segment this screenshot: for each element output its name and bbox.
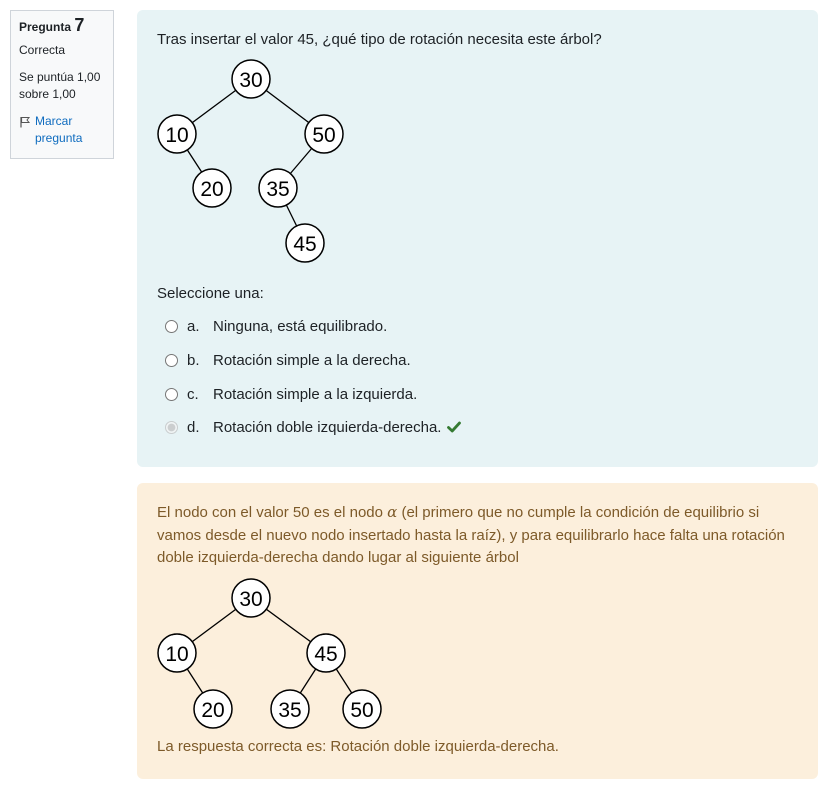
question-grade: Se puntúa 1,00 sobre 1,00 [19, 70, 101, 101]
question-info-panel [10, 10, 114, 159]
tree-node: 50 [312, 124, 336, 147]
answer-radio-a[interactable] [165, 320, 178, 333]
question-text: Tras insertar el valor 45, ¿qué tipo de rotación necesita este árbol? [157, 31, 602, 48]
tree-before-diagram [155, 59, 355, 269]
question-heading [19, 17, 105, 36]
feedback-panel [137, 483, 818, 779]
tree-node: 30 [239, 588, 263, 611]
answer-option-a[interactable] [165, 315, 765, 337]
tree-node: 10 [165, 643, 189, 666]
tree-node: 35 [266, 178, 290, 201]
answer-radio-b[interactable] [165, 354, 178, 367]
answer-radio-d[interactable] [165, 421, 178, 434]
question-label: Pregunta [19, 20, 72, 34]
tree-node: 20 [200, 178, 224, 201]
answer-letter: d. [187, 418, 200, 436]
answer-text: Rotación simple a la derecha. [213, 351, 411, 369]
tree-node: 45 [293, 233, 317, 256]
answer-text: Rotación doble izquierda-derecha. [213, 418, 442, 436]
answer-option-b[interactable] [165, 349, 765, 371]
tree-node: 20 [201, 699, 225, 722]
right-answer-text: La respuesta correcta es: Rotación doble izquierda-derecha. [157, 738, 559, 755]
answer-letter: b. [187, 351, 200, 369]
tree-node: 30 [239, 69, 263, 92]
tree-node: 45 [314, 643, 338, 666]
answer-letter: a. [187, 317, 200, 335]
flag-question-label[interactable]: Marcar pregunta [35, 114, 83, 145]
answer-letter: c. [187, 385, 199, 403]
answer-text: Rotación simple a la izquierda. [213, 385, 418, 403]
correct-check-icon [447, 420, 461, 434]
question-state: Correcta [19, 43, 66, 57]
answer-radio-c[interactable] [165, 388, 178, 401]
tree-node: 35 [278, 699, 302, 722]
alpha-symbol: α [387, 503, 398, 521]
question-number: 7 [74, 15, 85, 35]
answer-text: Ninguna, está equilibrado. [213, 317, 388, 335]
feedback-text [157, 501, 797, 570]
answer-option-c[interactable] [165, 383, 765, 405]
question-formulation [137, 10, 818, 467]
answer-option-d[interactable] [165, 416, 765, 438]
tree-node: 10 [165, 124, 189, 147]
tree-after-diagram [155, 576, 395, 736]
flag-icon [19, 116, 31, 128]
flag-question-link[interactable] [19, 113, 105, 147]
feedback-text-after: (el primero que no cumple la condición de equilibrio si vamos desde el nuevo nodo insertado hasta la raíz), y para equilibrarlo hace falta una rotación doble izquierda-derecha dando lugar al siguiente árbol [157, 504, 785, 566]
tree-node: 50 [350, 699, 374, 722]
feedback-text-before: El nodo con el valor 50 es el nodo [157, 504, 388, 521]
answer-prompt: Seleccione una: [157, 285, 264, 302]
